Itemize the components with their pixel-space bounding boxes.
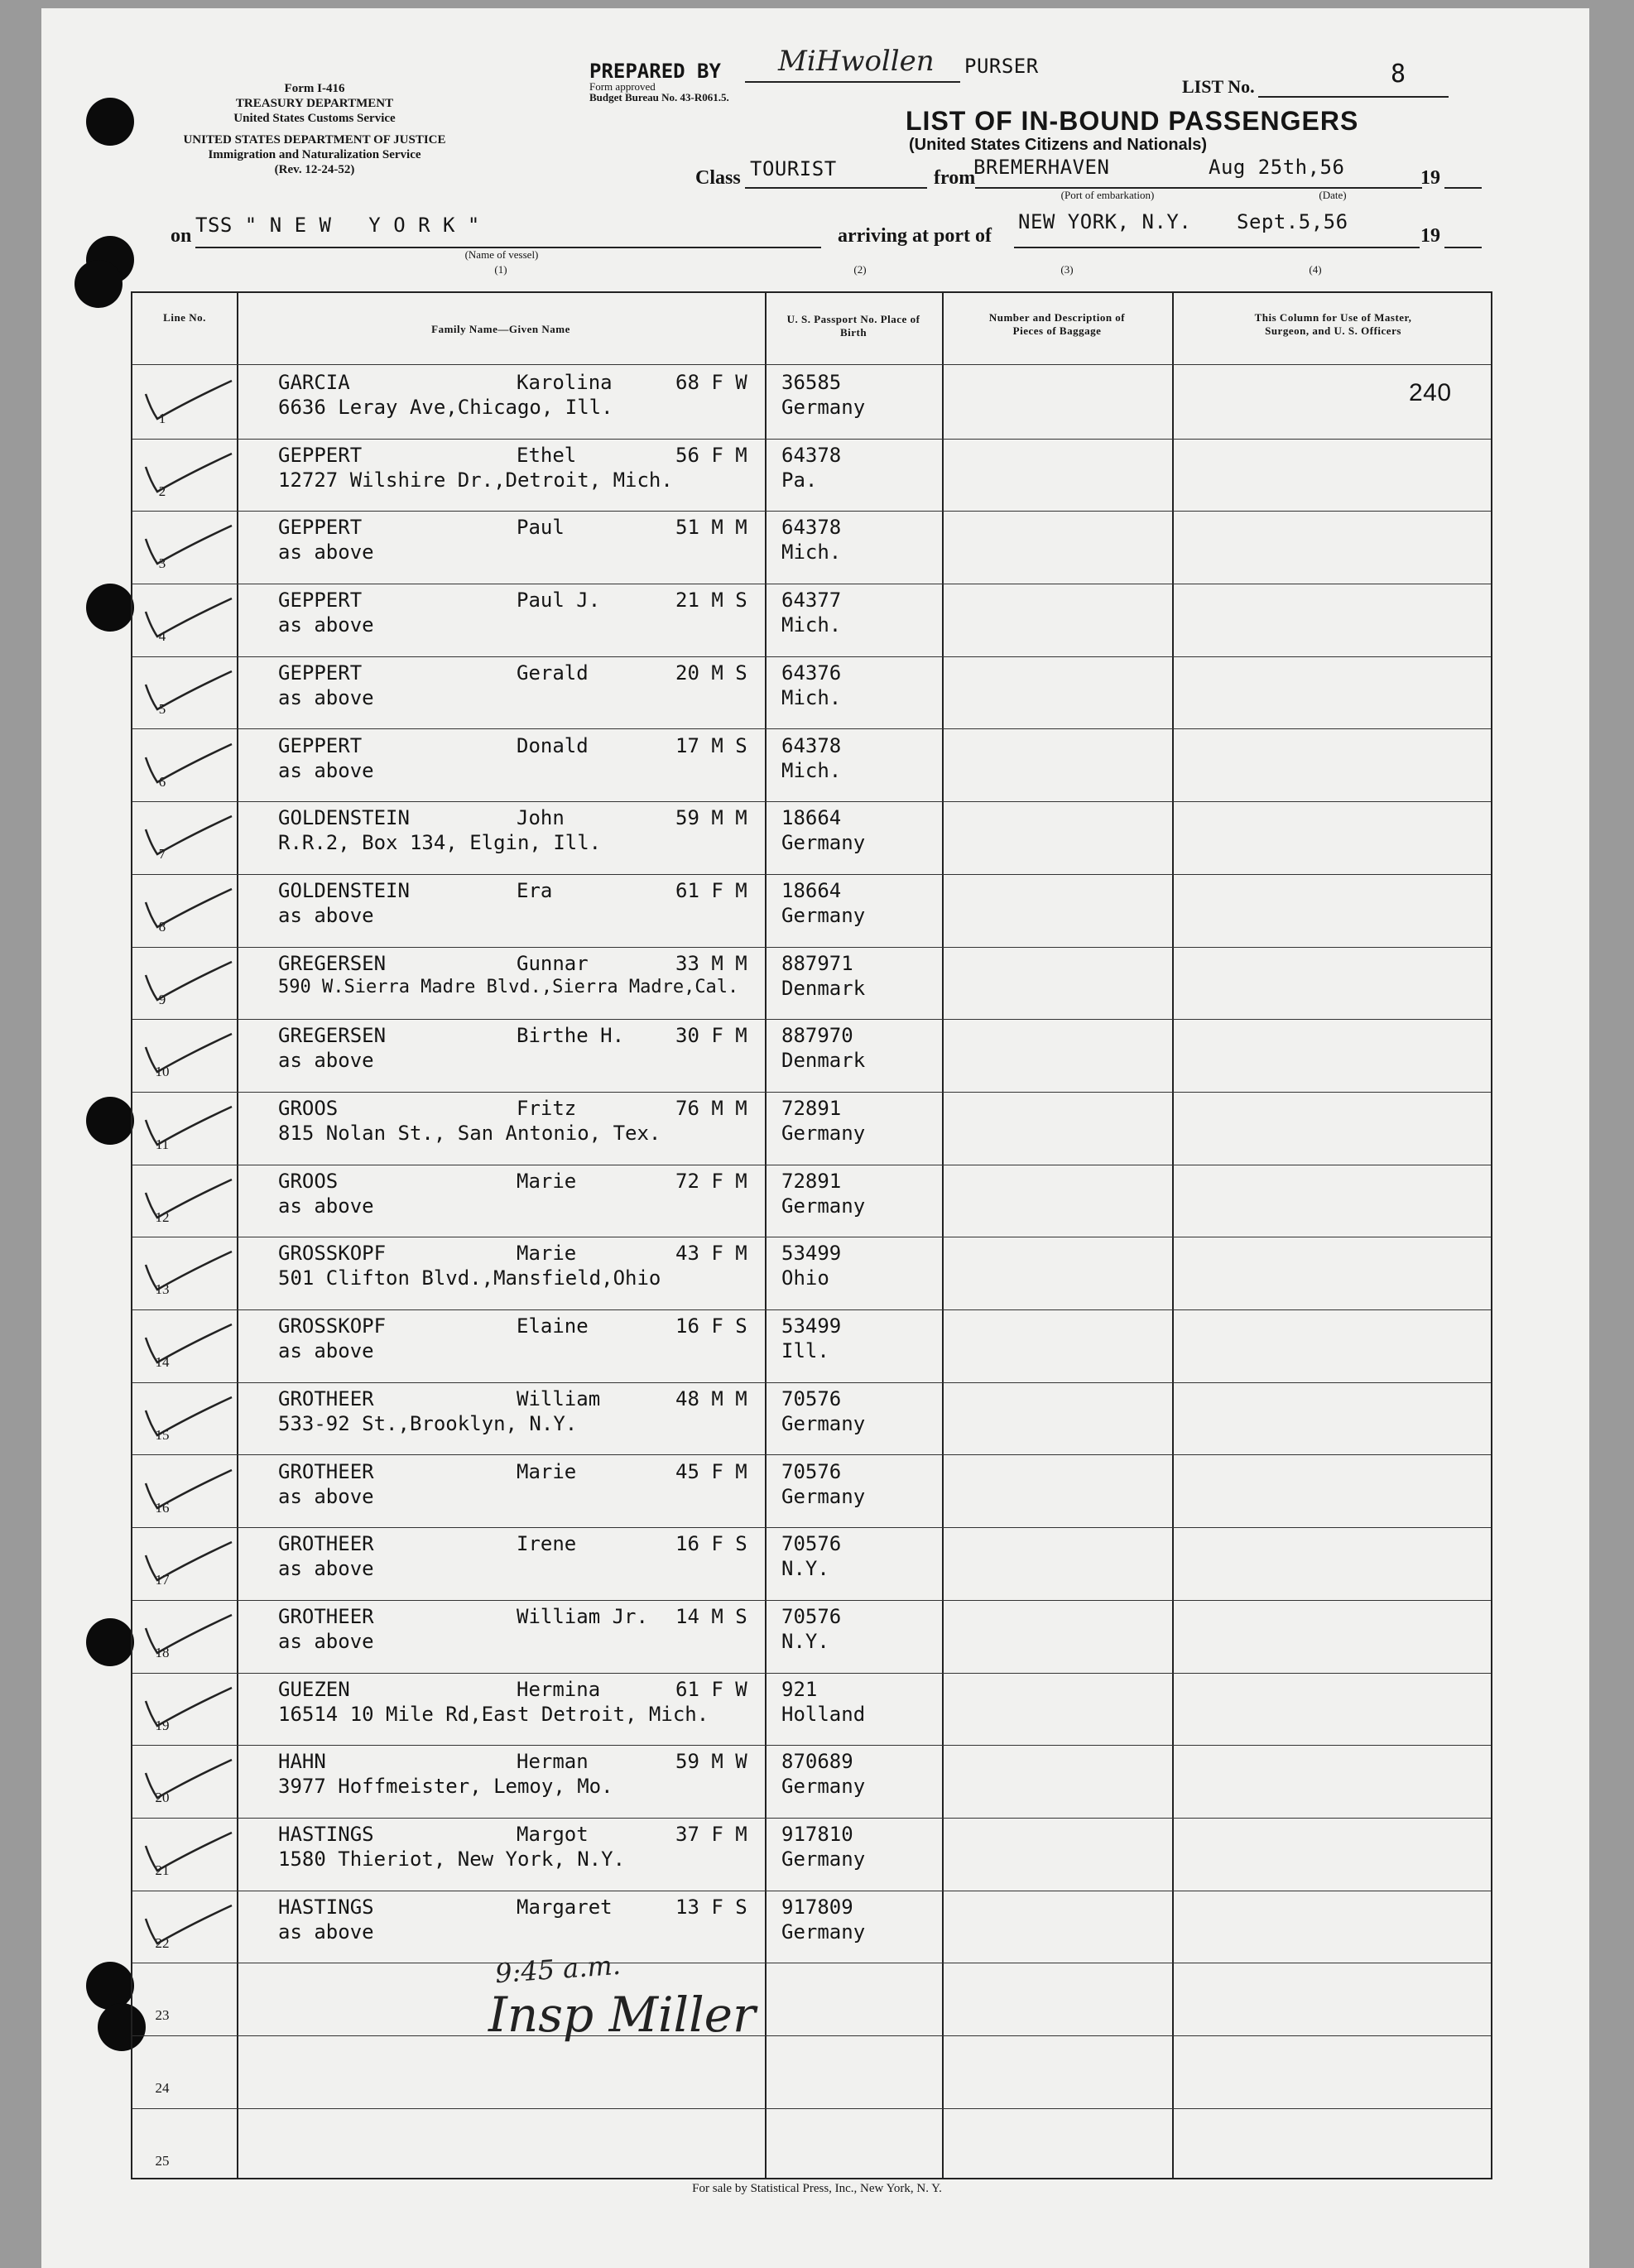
- arrival-port: NEW YORK, N.Y.: [1018, 210, 1192, 233]
- address: as above: [278, 1629, 374, 1653]
- column-header-name: Family Name—Given Name: [431, 323, 570, 335]
- checkmark-icon: [139, 957, 238, 1007]
- address: 533-92 St.,Brooklyn, N.Y.: [278, 1411, 578, 1435]
- port-of-embarkation-caption: (Port of embarkation): [1060, 189, 1155, 201]
- checkmark-icon: [139, 376, 238, 425]
- place-of-birth: Germany: [781, 1411, 866, 1435]
- passport-number: 70576: [781, 1459, 842, 1483]
- arrival-year-line: [1444, 247, 1482, 248]
- table-row: [132, 1019, 1491, 1092]
- line-number: 12: [155, 1208, 170, 1225]
- given-name: Karolina: [517, 371, 613, 394]
- year-label: 19: [1420, 167, 1440, 189]
- address: 590 W.Sierra Madre Blvd.,Sierra Madre,Cal.: [278, 976, 739, 997]
- column-header-passport: U. S. Passport No. Place of Birth: [786, 313, 920, 339]
- place-of-birth: Mich.: [781, 541, 842, 565]
- line-number: 23: [155, 2007, 170, 2024]
- class-label: Class: [695, 167, 741, 189]
- address: 815 Nolan St., San Antonio, Tex.: [278, 1122, 661, 1145]
- table-row: [132, 1092, 1491, 1165]
- line-number: 8: [158, 918, 166, 935]
- family-name: GEPPERT: [278, 443, 363, 467]
- place-of-birth: Mich.: [781, 613, 842, 637]
- passport-number: 64378: [781, 516, 842, 540]
- given-name: Ethel: [517, 443, 577, 467]
- given-name: John: [517, 806, 565, 830]
- table-row: [132, 1382, 1491, 1455]
- given-name: Marie: [517, 1459, 577, 1483]
- line-number: 14: [155, 1354, 170, 1371]
- document-title: LIST OF IN-BOUND PASSENGERS: [906, 106, 1359, 136]
- address: as above: [278, 541, 374, 565]
- table-row: [132, 511, 1491, 584]
- address: 6636 Leray Ave,Chicago, Ill.: [278, 396, 613, 419]
- table-row: [132, 1309, 1491, 1382]
- checkmark-icon: [139, 811, 238, 861]
- address: as above: [278, 1049, 374, 1073]
- family-name: GROTHEER: [278, 1459, 374, 1483]
- age-sex-status: 61 F M: [675, 878, 747, 902]
- given-name: Era: [517, 878, 553, 902]
- address: as above: [278, 758, 374, 782]
- checkmark-icon: [139, 1392, 238, 1442]
- passport-number: 917810: [781, 1823, 853, 1846]
- age-sex-status: 45 F M: [675, 1459, 747, 1483]
- checkmark-icon: [139, 1247, 238, 1296]
- age-sex-status: 61 F W: [675, 1677, 747, 1701]
- line-number: 2: [158, 483, 166, 499]
- line-number: 24: [155, 2080, 170, 2097]
- embarkation-date: Aug 25th,56: [1209, 156, 1345, 179]
- age-sex-status: 68 F W: [675, 371, 747, 394]
- given-name: Hermina: [517, 1677, 601, 1701]
- address: as above: [278, 1557, 374, 1581]
- binder-hole-icon: [86, 1618, 134, 1666]
- family-name: GEPPERT: [278, 661, 363, 685]
- vessel-caption: (Name of vessel): [464, 248, 539, 261]
- arrival-date: Sept.5,56: [1237, 210, 1348, 233]
- table-row: [132, 439, 1491, 512]
- table-row: [132, 656, 1491, 729]
- place-of-birth: N.Y.: [781, 1557, 829, 1581]
- place-of-birth: Germany: [781, 1920, 866, 1944]
- given-name: Gunnar: [517, 951, 589, 975]
- table-row: [132, 874, 1491, 947]
- passport-number: 870689: [781, 1750, 853, 1774]
- table-row: [132, 1455, 1491, 1528]
- column-header-baggage: Number and Description of Pieces of Baggage: [988, 311, 1126, 337]
- family-name: GROTHEER: [278, 1604, 374, 1628]
- binder-hole-icon: [86, 98, 134, 146]
- address: as above: [278, 1339, 374, 1363]
- given-name: William: [517, 1386, 601, 1410]
- binder-hole-icon: [86, 584, 134, 632]
- passport-number: 70576: [781, 1386, 842, 1410]
- given-name: Fritz: [517, 1097, 577, 1120]
- passport-number: 64377: [781, 589, 842, 613]
- line-number: 1: [158, 411, 166, 426]
- caption-1: (1): [494, 263, 507, 276]
- given-name: Paul: [517, 516, 565, 540]
- place-of-birth: Germany: [781, 903, 866, 927]
- age-sex-status: 56 F M: [675, 443, 747, 467]
- checkmark-icon: [139, 739, 238, 789]
- line-number: 3: [158, 555, 166, 572]
- family-name: HASTINGS: [278, 1895, 374, 1919]
- checkmark-icon: [139, 884, 238, 934]
- address: 501 Clifton Blvd.,Mansfield,Ohio: [278, 1266, 661, 1290]
- place-of-birth: Pa.: [781, 468, 818, 492]
- passport-number: 64378: [781, 733, 842, 757]
- line-number: 15: [155, 1426, 170, 1443]
- line-number: 11: [155, 1136, 170, 1152]
- given-name: Birthe H.: [517, 1024, 625, 1048]
- place-of-birth: Ohio: [781, 1266, 829, 1290]
- list-no-line: [1258, 96, 1449, 98]
- given-name: Marie: [517, 1169, 577, 1193]
- given-name: Margot: [517, 1823, 589, 1846]
- place-of-birth: Germany: [781, 396, 866, 419]
- line-number: 4: [158, 628, 166, 645]
- family-name: GREGERSEN: [278, 1024, 387, 1048]
- passport-number: 36585: [781, 371, 842, 394]
- inspector-time-note: 9:45 a.m.: [493, 1948, 622, 1990]
- line-number: 19: [155, 1717, 170, 1733]
- passport-number: 64376: [781, 661, 842, 685]
- place-of-birth: Mich.: [781, 758, 842, 782]
- family-name: GARCIA: [278, 371, 350, 394]
- given-name: Margaret: [517, 1895, 613, 1919]
- table-row: [132, 1673, 1491, 1746]
- age-sex-status: 17 M S: [675, 733, 747, 757]
- table-row: [132, 1600, 1491, 1673]
- checkmark-icon: [139, 1465, 238, 1515]
- place-of-birth: Mich.: [781, 685, 842, 709]
- officer-note: 240: [1409, 379, 1452, 406]
- age-sex-status: 14 M S: [675, 1604, 747, 1628]
- given-name: Gerald: [517, 661, 589, 685]
- age-sex-status: 48 M M: [675, 1386, 747, 1410]
- table-row: [132, 1963, 1491, 2035]
- arrival-line: [1014, 247, 1420, 248]
- given-name: William Jr.: [517, 1604, 648, 1628]
- age-sex-status: 59 M W: [675, 1750, 747, 1774]
- checkmark-icon: [139, 1175, 238, 1224]
- given-name: Irene: [517, 1532, 577, 1556]
- family-name: HASTINGS: [278, 1823, 374, 1846]
- address: 1580 Thieriot, New York, N.Y.: [278, 1848, 626, 1871]
- prepared-by-title: PURSER: [964, 55, 1039, 78]
- place-of-birth: Germany: [781, 1775, 866, 1799]
- class-line: [745, 187, 927, 189]
- table-row: [132, 366, 1491, 439]
- given-name: Herman: [517, 1750, 589, 1774]
- passport-number: 887970: [781, 1024, 853, 1048]
- given-name: Donald: [517, 733, 589, 757]
- table-row: [132, 1527, 1491, 1600]
- date-caption: (Date): [1319, 189, 1347, 201]
- table-row: [132, 801, 1491, 874]
- document-subtitle: (United States Citizens and Nationals): [909, 136, 1208, 154]
- line-number: 22: [155, 1934, 170, 1951]
- given-name: Elaine: [517, 1314, 589, 1338]
- place-of-birth: Germany: [781, 1122, 866, 1145]
- family-name: GEPPERT: [278, 516, 363, 540]
- line-number: 18: [155, 1644, 170, 1660]
- line-number: 7: [158, 846, 166, 863]
- family-name: GUEZEN: [278, 1677, 350, 1701]
- passenger-table: [131, 291, 1492, 2179]
- family-name: GROTHEER: [278, 1386, 374, 1410]
- line-number: 21: [155, 1862, 170, 1878]
- line-number: 10: [155, 1064, 170, 1080]
- arriving-label: arriving at port of: [838, 225, 992, 247]
- year-line: [1444, 187, 1482, 189]
- table-row: [132, 1745, 1491, 1818]
- place-of-birth: Germany: [781, 1484, 866, 1508]
- age-sex-status: 13 F S: [675, 1895, 747, 1919]
- checkmark-icon: [139, 1610, 238, 1660]
- age-sex-status: 76 M M: [675, 1097, 747, 1120]
- inspector-signature: Insp Miller: [488, 1987, 756, 2043]
- caption-3: (3): [1060, 263, 1074, 276]
- binder-hole-icon: [74, 260, 123, 308]
- caption-2: (2): [853, 263, 867, 276]
- table-row: [132, 1165, 1491, 1237]
- line-number: 13: [155, 1281, 170, 1298]
- address: 3977 Hoffmeister, Lemoy, Mo.: [278, 1775, 613, 1799]
- passport-number: 70576: [781, 1604, 842, 1628]
- checkmark-icon: [139, 1755, 238, 1804]
- printer-footer: For sale by Statistical Press, Inc., New York, N. Y.: [692, 2182, 942, 2195]
- family-name: GOLDENSTEIN: [278, 806, 410, 830]
- budget-bureau-number: Budget Bureau No. 43-R061.5.: [589, 91, 729, 103]
- family-name: GROSSKOPF: [278, 1242, 387, 1266]
- address: R.R.2, Box 134, Elgin, Ill.: [278, 831, 602, 855]
- passport-number: 72891: [781, 1169, 842, 1193]
- family-name: GROOS: [278, 1097, 339, 1120]
- family-name: GEPPERT: [278, 733, 363, 757]
- checkmark-icon: [139, 521, 238, 570]
- prepared-by-line: [745, 81, 960, 83]
- passport-number: 18664: [781, 806, 842, 830]
- prepared-by-label: PREPARED BY: [589, 60, 721, 83]
- form-approved-note: Form approved: [589, 80, 656, 93]
- column-header-line-no: Line No.: [163, 311, 206, 324]
- table-row: [132, 1891, 1491, 1963]
- checkmark-icon: [139, 1828, 238, 1877]
- line-number: 16: [155, 1499, 170, 1516]
- address: 12727 Wilshire Dr.,Detroit, Mich.: [278, 468, 673, 492]
- age-sex-status: 21 M S: [675, 589, 747, 613]
- checkmark-icon: [139, 1900, 238, 1950]
- place-of-birth: Germany: [781, 831, 866, 855]
- passport-number: 64378: [781, 443, 842, 467]
- passport-number: 53499: [781, 1314, 842, 1338]
- place-of-birth: Germany: [781, 1194, 866, 1218]
- line-number: 25: [155, 2152, 170, 2169]
- binder-hole-icon: [86, 1962, 134, 2010]
- age-sex-status: 33 M M: [675, 951, 747, 975]
- passport-number: 72891: [781, 1097, 842, 1120]
- age-sex-status: 59 M M: [675, 806, 747, 830]
- passport-number: 917809: [781, 1895, 853, 1919]
- list-no-label: LIST No.: [1182, 76, 1255, 97]
- checkmark-icon: [139, 1319, 238, 1369]
- age-sex-status: 30 F M: [675, 1024, 747, 1048]
- table-row: [132, 1237, 1491, 1309]
- checkmark-icon: [139, 593, 238, 643]
- place-of-birth: Holland: [781, 1702, 866, 1726]
- address: as above: [278, 903, 374, 927]
- family-name: GEPPERT: [278, 589, 363, 613]
- family-name: GROOS: [278, 1169, 339, 1193]
- vessel-name: TSS " N E W Y O R K ": [195, 214, 480, 237]
- age-sex-status: 20 M S: [675, 661, 747, 685]
- list-number: 8: [1391, 60, 1406, 89]
- checkmark-icon: [139, 1102, 238, 1151]
- line-number: 5: [158, 700, 166, 717]
- table-row: [132, 729, 1491, 802]
- address: 16514 10 Mile Rd,East Detroit, Mich.: [278, 1702, 709, 1726]
- column-header-officers: This Column for Use of Master, Surgeon, and U. S. Officers: [1254, 311, 1412, 337]
- from-label: from: [934, 167, 976, 189]
- age-sex-status: 16 F S: [675, 1532, 747, 1556]
- table-row: [132, 2108, 1491, 2181]
- checkmark-icon: [139, 1537, 238, 1587]
- address: as above: [278, 685, 374, 709]
- caption-4: (4): [1309, 263, 1322, 276]
- address: as above: [278, 1484, 374, 1508]
- checkmark-icon: [139, 1029, 238, 1079]
- port-of-embarkation: BREMERHAVEN: [973, 156, 1110, 179]
- checkmark-icon: [139, 1683, 238, 1732]
- arrival-year-label: 19: [1420, 225, 1440, 247]
- place-of-birth: Denmark: [781, 976, 866, 1000]
- family-name: GROSSKOPF: [278, 1314, 387, 1338]
- passport-number: 887971: [781, 951, 853, 975]
- line-number: 6: [158, 773, 166, 790]
- family-name: GROTHEER: [278, 1532, 374, 1556]
- address: as above: [278, 613, 374, 637]
- place-of-birth: Denmark: [781, 1049, 866, 1073]
- class-value: TOURIST: [750, 157, 837, 180]
- passport-number: 18664: [781, 878, 842, 902]
- line-number: 9: [158, 991, 166, 1007]
- age-sex-status: 51 M M: [675, 516, 747, 540]
- address: as above: [278, 1194, 374, 1218]
- table-row: [132, 947, 1491, 1020]
- family-name: GREGERSEN: [278, 951, 387, 975]
- address: as above: [278, 1920, 374, 1944]
- family-name: GOLDENSTEIN: [278, 878, 410, 902]
- place-of-birth: N.Y.: [781, 1629, 829, 1653]
- given-name: Paul J.: [517, 589, 601, 613]
- given-name: Marie: [517, 1242, 577, 1266]
- place-of-birth: Germany: [781, 1848, 866, 1871]
- header-divider: [132, 364, 1491, 365]
- table-row: [132, 2035, 1491, 2108]
- passport-number: 921: [781, 1677, 818, 1701]
- line-number: 20: [155, 1790, 170, 1806]
- age-sex-status: 37 F M: [675, 1823, 747, 1846]
- age-sex-status: 43 F M: [675, 1242, 747, 1266]
- passport-number: 53499: [781, 1242, 842, 1266]
- form-agency-header: Form I-416 TREASURY DEPARTMENT United States Customs Service UNITED STATES DEPARTMENT OF JUSTICE Immigration and Naturalization Service (Rev. 12-24-52): [183, 82, 446, 176]
- checkmark-icon: [139, 666, 238, 716]
- prepared-by-signature: MiHwollen: [778, 45, 935, 78]
- age-sex-status: 16 F S: [675, 1314, 747, 1338]
- binder-hole-icon: [86, 1097, 134, 1145]
- age-sex-status: 72 F M: [675, 1169, 747, 1193]
- passport-number: 70576: [781, 1532, 842, 1556]
- on-label: on: [171, 225, 192, 247]
- line-number: 17: [155, 1572, 170, 1588]
- table-row: [132, 1818, 1491, 1891]
- family-name: HAHN: [278, 1750, 326, 1774]
- place-of-birth: Ill.: [781, 1339, 829, 1363]
- table-row: [132, 584, 1491, 656]
- checkmark-icon: [139, 449, 238, 498]
